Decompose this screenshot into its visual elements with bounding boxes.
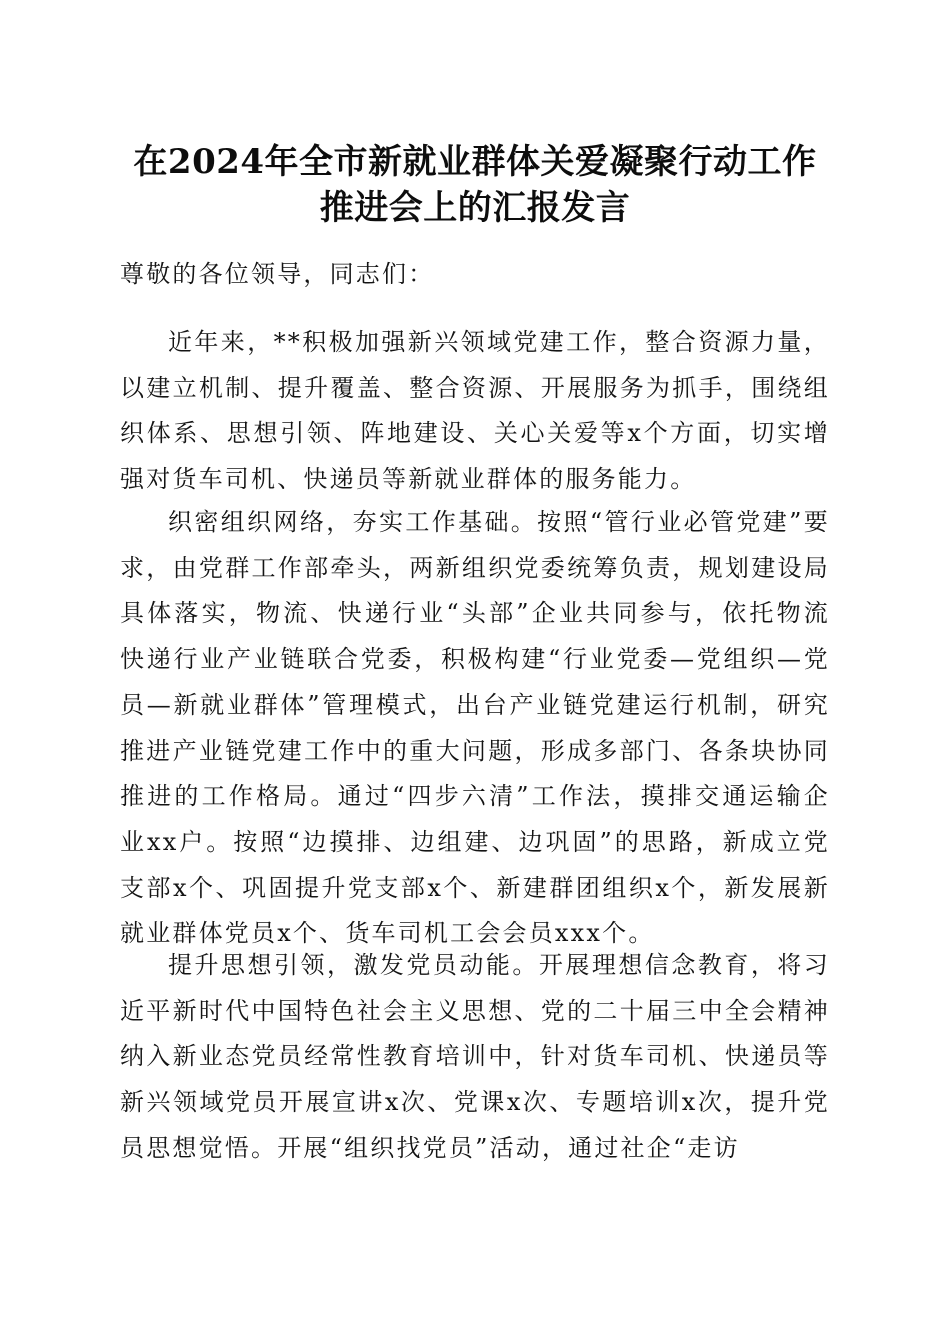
paragraph-ideological-guidance: 提升思想引领，激发党员动能。开展理想信念教育，将习近平新时代中国特色社会主义思想、党的二十届三中全会精神纳入新业态党员经常性教育培训中，针对货车司机、快递员等新兴领域党员开展宣讲x次、党课x次、专题培训x次，提升党员思想觉悟。开展“组织找党员”活动，通过社企“走访	[120, 951, 830, 1162]
document-title-line-1: 在2024年全市新就业群体关爱凝聚行动工作	[133, 142, 817, 182]
paragraph-intro: 近年来，**积极加强新兴领域党建工作，整合资源力量，以建立机制、提升覆盖、整合资源、开展服务为抓手，围绕组织体系、思想引领、阵地建设、关心关爱等x个方面，切实增强对货车司机、快递员等新就业群体的服务能力。	[120, 328, 830, 494]
document-title-line-2: 推进会上的汇报发言	[319, 188, 631, 228]
salutation: 尊敬的各位领导，同志们：	[120, 260, 435, 288]
paragraph-organization-network: 织密组织网络，夯实工作基础。按照“管行业必管党建”要求，由党群工作部牵头，两新组织党委统筹负责，规划建设局具体落实，物流、快递行业“头部”企业共同参与，依托物流快递行业产业链联合党委，积极构建“行业党委—党组织—党员—新就业群体”管理模式，出台产业链党建运行机制，研究推进产业链党建工作中的重大问题，形成多部门、各条块协同推进的工作格局。通过“四步六清”工作法，摸排交通运输企业xx户。按照“边摸排、边组建、边巩固”的思路，新成立党支部x个、巩固提升党支部x个、新建群团组织x个，新发展新就业群体党员x个、货车司机工会会员xxx个。	[120, 508, 830, 948]
